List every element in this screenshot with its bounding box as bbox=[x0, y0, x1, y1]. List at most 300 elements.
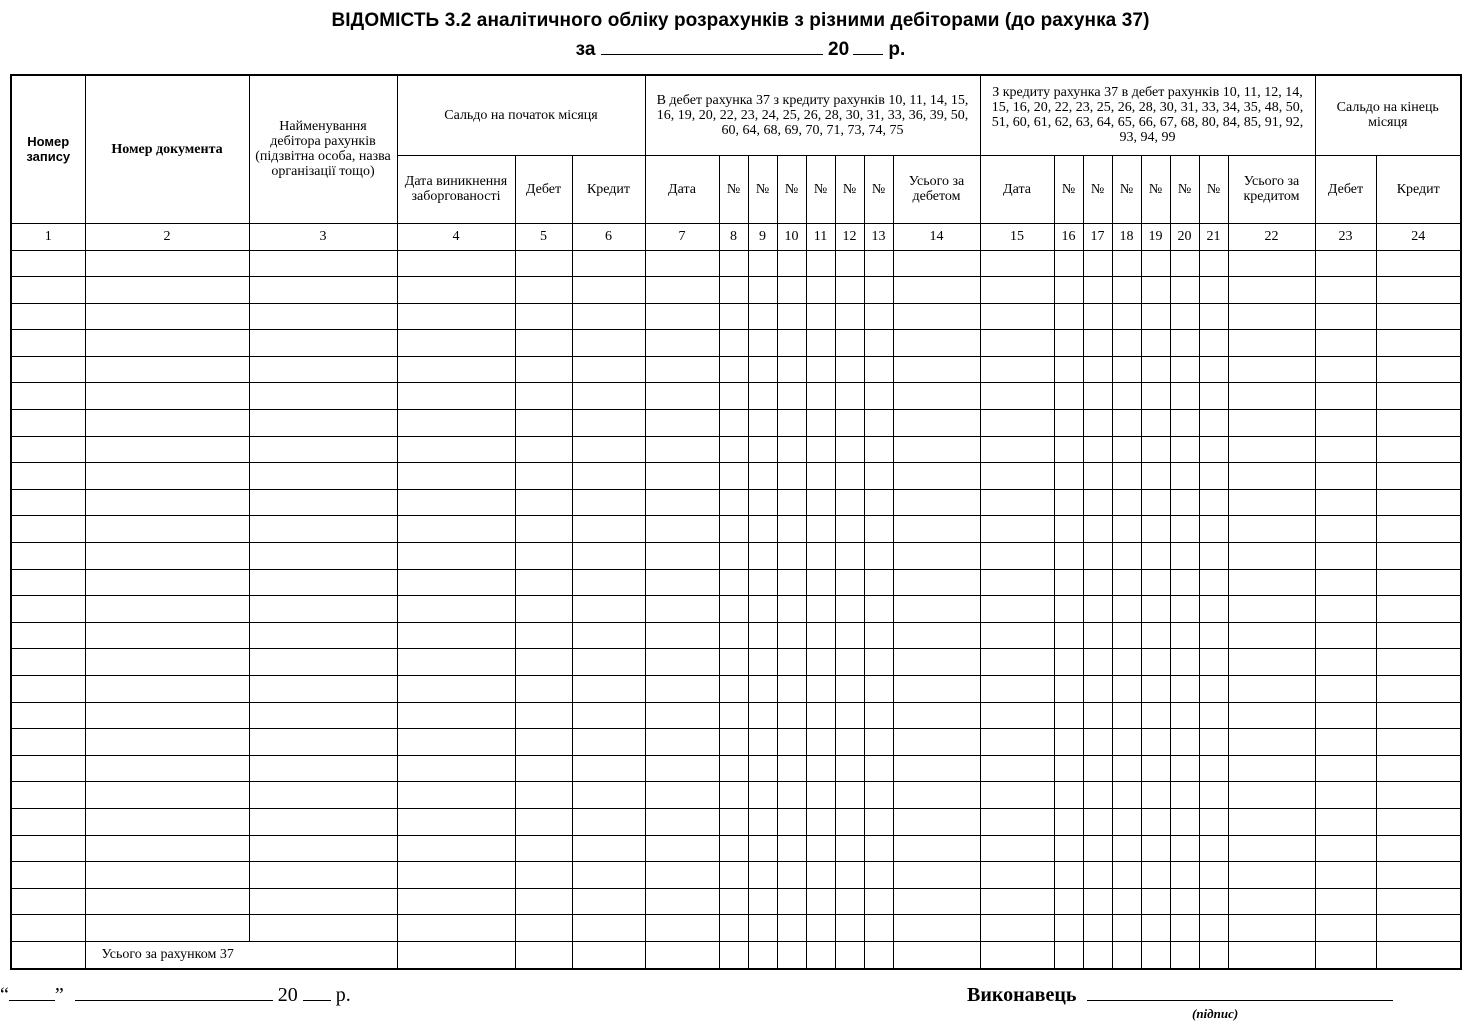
table-cell[interactable] bbox=[1141, 835, 1170, 862]
table-cell[interactable] bbox=[806, 410, 835, 437]
table-cell[interactable] bbox=[249, 808, 397, 835]
table-cell[interactable] bbox=[864, 596, 893, 623]
table-cell[interactable] bbox=[980, 782, 1054, 809]
table-cell[interactable] bbox=[1315, 941, 1376, 969]
table-cell[interactable] bbox=[249, 543, 397, 570]
table-cell[interactable] bbox=[864, 250, 893, 277]
table-cell[interactable] bbox=[85, 383, 249, 410]
table-cell[interactable] bbox=[980, 543, 1054, 570]
table-cell[interactable] bbox=[1170, 330, 1199, 357]
table-cell[interactable] bbox=[572, 702, 645, 729]
table-cell[interactable] bbox=[1199, 303, 1228, 330]
signature-blank[interactable] bbox=[1087, 982, 1393, 1001]
table-cell[interactable] bbox=[1083, 862, 1112, 889]
table-cell[interactable] bbox=[572, 569, 645, 596]
table-cell[interactable] bbox=[893, 516, 980, 543]
table-cell[interactable] bbox=[864, 436, 893, 463]
table-cell[interactable] bbox=[1141, 303, 1170, 330]
table-cell[interactable] bbox=[515, 835, 572, 862]
table-cell[interactable] bbox=[1228, 676, 1315, 703]
table-cell[interactable] bbox=[1083, 888, 1112, 915]
table-cell[interactable] bbox=[835, 463, 864, 490]
table-cell[interactable] bbox=[645, 941, 719, 969]
table-cell[interactable] bbox=[719, 915, 748, 942]
table-cell[interactable] bbox=[515, 463, 572, 490]
table-cell[interactable] bbox=[11, 569, 85, 596]
table-cell[interactable] bbox=[980, 303, 1054, 330]
table-cell[interactable] bbox=[1141, 622, 1170, 649]
table-cell[interactable] bbox=[249, 862, 397, 889]
table-cell[interactable] bbox=[1170, 808, 1199, 835]
table-cell[interactable] bbox=[1141, 516, 1170, 543]
table-cell[interactable] bbox=[748, 702, 777, 729]
table-cell[interactable] bbox=[1170, 463, 1199, 490]
table-cell[interactable] bbox=[1054, 489, 1083, 516]
table-cell[interactable] bbox=[1199, 543, 1228, 570]
table-cell[interactable] bbox=[572, 782, 645, 809]
table-cell[interactable] bbox=[1376, 676, 1461, 703]
table-cell[interactable] bbox=[515, 755, 572, 782]
table-cell[interactable] bbox=[1376, 862, 1461, 889]
table-cell[interactable] bbox=[893, 888, 980, 915]
table-cell[interactable] bbox=[1141, 808, 1170, 835]
table-cell[interactable] bbox=[1315, 436, 1376, 463]
table-cell[interactable] bbox=[1083, 622, 1112, 649]
table-cell[interactable] bbox=[719, 808, 748, 835]
table-cell[interactable] bbox=[1315, 410, 1376, 437]
table-cell[interactable] bbox=[645, 250, 719, 277]
table-cell[interactable] bbox=[1199, 808, 1228, 835]
table-cell[interactable] bbox=[397, 941, 515, 969]
table-cell[interactable] bbox=[1199, 410, 1228, 437]
table-cell[interactable] bbox=[1315, 516, 1376, 543]
table-cell[interactable] bbox=[1112, 356, 1141, 383]
table-cell[interactable] bbox=[980, 410, 1054, 437]
table-cell[interactable] bbox=[1199, 277, 1228, 304]
table-cell[interactable] bbox=[893, 915, 980, 942]
table-cell[interactable] bbox=[1054, 941, 1083, 969]
table-cell[interactable] bbox=[11, 782, 85, 809]
table-cell[interactable] bbox=[748, 622, 777, 649]
table-cell[interactable] bbox=[515, 729, 572, 756]
table-cell[interactable] bbox=[572, 543, 645, 570]
table-cell[interactable] bbox=[806, 330, 835, 357]
table-cell[interactable] bbox=[1228, 303, 1315, 330]
table-cell[interactable] bbox=[11, 941, 85, 969]
table-cell[interactable] bbox=[748, 649, 777, 676]
table-cell[interactable] bbox=[806, 436, 835, 463]
table-cell[interactable] bbox=[719, 356, 748, 383]
table-cell[interactable] bbox=[645, 755, 719, 782]
table-cell[interactable] bbox=[1228, 622, 1315, 649]
table-cell[interactable] bbox=[249, 463, 397, 490]
table-cell[interactable] bbox=[835, 862, 864, 889]
table-cell[interactable] bbox=[893, 729, 980, 756]
table-cell[interactable] bbox=[777, 410, 806, 437]
table-cell[interactable] bbox=[1170, 702, 1199, 729]
table-cell[interactable] bbox=[1083, 941, 1112, 969]
table-cell[interactable] bbox=[1054, 410, 1083, 437]
table-cell[interactable] bbox=[397, 436, 515, 463]
table-cell[interactable] bbox=[719, 835, 748, 862]
table-cell[interactable] bbox=[777, 543, 806, 570]
table-cell[interactable] bbox=[1199, 489, 1228, 516]
table-cell[interactable] bbox=[515, 888, 572, 915]
table-cell[interactable] bbox=[1376, 596, 1461, 623]
table-cell[interactable] bbox=[397, 915, 515, 942]
table-cell[interactable] bbox=[572, 516, 645, 543]
table-cell[interactable] bbox=[1141, 569, 1170, 596]
table-cell[interactable] bbox=[1199, 569, 1228, 596]
table-cell[interactable] bbox=[249, 330, 397, 357]
table-cell[interactable] bbox=[515, 569, 572, 596]
table-cell[interactable] bbox=[1228, 596, 1315, 623]
table-cell[interactable] bbox=[645, 410, 719, 437]
table-cell[interactable] bbox=[864, 862, 893, 889]
table-cell[interactable] bbox=[806, 569, 835, 596]
table-cell[interactable] bbox=[85, 915, 249, 942]
table-cell[interactable] bbox=[1083, 516, 1112, 543]
table-cell[interactable] bbox=[397, 543, 515, 570]
table-cell[interactable] bbox=[1112, 888, 1141, 915]
table-cell[interactable] bbox=[748, 596, 777, 623]
table-cell[interactable] bbox=[645, 808, 719, 835]
table-cell[interactable] bbox=[893, 835, 980, 862]
table-cell[interactable] bbox=[777, 250, 806, 277]
table-cell[interactable] bbox=[719, 330, 748, 357]
table-cell[interactable] bbox=[1199, 676, 1228, 703]
table-cell[interactable] bbox=[572, 729, 645, 756]
table-cell[interactable] bbox=[397, 649, 515, 676]
table-cell[interactable] bbox=[85, 649, 249, 676]
table-cell[interactable] bbox=[85, 489, 249, 516]
table-cell[interactable] bbox=[1141, 862, 1170, 889]
table-cell[interactable] bbox=[1376, 436, 1461, 463]
table-cell[interactable] bbox=[1083, 250, 1112, 277]
table-cell[interactable] bbox=[806, 702, 835, 729]
table-cell[interactable] bbox=[11, 303, 85, 330]
table-cell[interactable] bbox=[835, 729, 864, 756]
table-cell[interactable] bbox=[719, 410, 748, 437]
table-cell[interactable] bbox=[748, 569, 777, 596]
table-cell[interactable] bbox=[1376, 303, 1461, 330]
table-cell[interactable] bbox=[1228, 250, 1315, 277]
table-cell[interactable] bbox=[572, 277, 645, 304]
table-cell[interactable] bbox=[397, 356, 515, 383]
table-cell[interactable] bbox=[777, 463, 806, 490]
table-cell[interactable] bbox=[1141, 596, 1170, 623]
table-cell[interactable] bbox=[397, 808, 515, 835]
table-cell[interactable] bbox=[748, 729, 777, 756]
table-cell[interactable] bbox=[893, 649, 980, 676]
table-cell[interactable] bbox=[1376, 250, 1461, 277]
table-cell[interactable] bbox=[249, 303, 397, 330]
table-cell[interactable] bbox=[980, 835, 1054, 862]
table-cell[interactable] bbox=[719, 862, 748, 889]
table-cell[interactable] bbox=[835, 888, 864, 915]
table-cell[interactable] bbox=[893, 596, 980, 623]
table-cell[interactable] bbox=[1170, 676, 1199, 703]
table-cell[interactable] bbox=[1376, 729, 1461, 756]
table-cell[interactable] bbox=[1083, 303, 1112, 330]
table-cell[interactable] bbox=[515, 915, 572, 942]
table-cell[interactable] bbox=[1083, 410, 1112, 437]
table-cell[interactable] bbox=[1228, 808, 1315, 835]
table-cell[interactable] bbox=[1112, 463, 1141, 490]
table-cell[interactable] bbox=[645, 489, 719, 516]
table-cell[interactable] bbox=[1170, 250, 1199, 277]
table-cell[interactable] bbox=[1376, 277, 1461, 304]
table-cell[interactable] bbox=[893, 277, 980, 304]
table-cell[interactable] bbox=[806, 676, 835, 703]
table-cell[interactable] bbox=[572, 835, 645, 862]
table-cell[interactable] bbox=[835, 596, 864, 623]
table-cell[interactable] bbox=[397, 622, 515, 649]
table-cell[interactable] bbox=[515, 277, 572, 304]
table-cell[interactable] bbox=[1141, 410, 1170, 437]
table-cell[interactable] bbox=[893, 356, 980, 383]
table-cell[interactable] bbox=[85, 277, 249, 304]
table-cell[interactable] bbox=[980, 888, 1054, 915]
table-cell[interactable] bbox=[719, 516, 748, 543]
table-cell[interactable] bbox=[1228, 277, 1315, 304]
table-cell[interactable] bbox=[719, 649, 748, 676]
table-cell[interactable] bbox=[748, 808, 777, 835]
table-cell[interactable] bbox=[980, 356, 1054, 383]
table-cell[interactable] bbox=[719, 250, 748, 277]
table-cell[interactable] bbox=[249, 596, 397, 623]
table-cell[interactable] bbox=[1199, 649, 1228, 676]
table-cell[interactable] bbox=[1199, 702, 1228, 729]
table-cell[interactable] bbox=[777, 596, 806, 623]
table-cell[interactable] bbox=[806, 543, 835, 570]
table-cell[interactable] bbox=[980, 941, 1054, 969]
table-cell[interactable] bbox=[1315, 543, 1376, 570]
table-cell[interactable] bbox=[777, 356, 806, 383]
table-cell[interactable] bbox=[1112, 330, 1141, 357]
table-cell[interactable] bbox=[777, 569, 806, 596]
table-cell[interactable] bbox=[748, 835, 777, 862]
table-cell[interactable] bbox=[835, 649, 864, 676]
table-cell[interactable] bbox=[893, 489, 980, 516]
table-cell[interactable] bbox=[719, 622, 748, 649]
table-cell[interactable] bbox=[835, 489, 864, 516]
table-cell[interactable] bbox=[1199, 782, 1228, 809]
table-cell[interactable] bbox=[864, 383, 893, 410]
table-cell[interactable] bbox=[719, 463, 748, 490]
table-cell[interactable] bbox=[11, 436, 85, 463]
table-cell[interactable] bbox=[777, 277, 806, 304]
table-cell[interactable] bbox=[1083, 702, 1112, 729]
table-cell[interactable] bbox=[572, 888, 645, 915]
table-cell[interactable] bbox=[1315, 277, 1376, 304]
table-cell[interactable] bbox=[835, 915, 864, 942]
table-cell[interactable] bbox=[893, 755, 980, 782]
table-cell[interactable] bbox=[1112, 649, 1141, 676]
table-cell[interactable] bbox=[748, 941, 777, 969]
table-cell[interactable] bbox=[1141, 676, 1170, 703]
table-cell[interactable] bbox=[1054, 543, 1083, 570]
table-cell[interactable] bbox=[645, 383, 719, 410]
table-cell[interactable] bbox=[835, 356, 864, 383]
table-cell[interactable] bbox=[1083, 330, 1112, 357]
table-cell[interactable] bbox=[719, 303, 748, 330]
table-cell[interactable] bbox=[249, 835, 397, 862]
table-cell[interactable] bbox=[864, 463, 893, 490]
table-cell[interactable] bbox=[397, 862, 515, 889]
table-cell[interactable] bbox=[719, 569, 748, 596]
table-cell[interactable] bbox=[645, 915, 719, 942]
table-cell[interactable] bbox=[777, 436, 806, 463]
table-cell[interactable] bbox=[572, 755, 645, 782]
table-cell[interactable] bbox=[85, 862, 249, 889]
table-cell[interactable] bbox=[1083, 782, 1112, 809]
table-cell[interactable] bbox=[748, 410, 777, 437]
table-cell[interactable] bbox=[1228, 569, 1315, 596]
table-cell[interactable] bbox=[397, 463, 515, 490]
table-cell[interactable] bbox=[1170, 489, 1199, 516]
table-cell[interactable] bbox=[1228, 383, 1315, 410]
table-cell[interactable] bbox=[1054, 808, 1083, 835]
table-cell[interactable] bbox=[11, 277, 85, 304]
table-cell[interactable] bbox=[980, 383, 1054, 410]
table-cell[interactable] bbox=[1228, 543, 1315, 570]
table-cell[interactable] bbox=[11, 489, 85, 516]
table-cell[interactable] bbox=[806, 250, 835, 277]
period-year-blank[interactable] bbox=[853, 36, 883, 55]
table-cell[interactable] bbox=[980, 489, 1054, 516]
table-cell[interactable] bbox=[249, 782, 397, 809]
table-cell[interactable] bbox=[11, 862, 85, 889]
table-cell[interactable] bbox=[515, 702, 572, 729]
table-cell[interactable] bbox=[1315, 596, 1376, 623]
table-cell[interactable] bbox=[515, 676, 572, 703]
table-cell[interactable] bbox=[806, 356, 835, 383]
table-cell[interactable] bbox=[249, 383, 397, 410]
table-cell[interactable] bbox=[249, 569, 397, 596]
table-cell[interactable] bbox=[777, 489, 806, 516]
table-cell[interactable] bbox=[645, 649, 719, 676]
table-cell[interactable] bbox=[645, 888, 719, 915]
table-cell[interactable] bbox=[777, 755, 806, 782]
table-cell[interactable] bbox=[1170, 941, 1199, 969]
table-cell[interactable] bbox=[1054, 888, 1083, 915]
table-cell[interactable] bbox=[835, 808, 864, 835]
table-cell[interactable] bbox=[806, 862, 835, 889]
table-cell[interactable] bbox=[806, 463, 835, 490]
table-cell[interactable] bbox=[1376, 489, 1461, 516]
table-cell[interactable] bbox=[11, 915, 85, 942]
table-cell[interactable] bbox=[85, 543, 249, 570]
table-cell[interactable] bbox=[1228, 516, 1315, 543]
table-cell[interactable] bbox=[1315, 915, 1376, 942]
table-cell[interactable] bbox=[1054, 676, 1083, 703]
table-cell[interactable] bbox=[572, 489, 645, 516]
table-cell[interactable] bbox=[1112, 569, 1141, 596]
table-cell[interactable] bbox=[1315, 330, 1376, 357]
table-cell[interactable] bbox=[572, 330, 645, 357]
table-cell[interactable] bbox=[835, 410, 864, 437]
table-cell[interactable] bbox=[893, 250, 980, 277]
table-cell[interactable] bbox=[11, 516, 85, 543]
table-cell[interactable] bbox=[1315, 702, 1376, 729]
table-cell[interactable] bbox=[1141, 463, 1170, 490]
table-cell[interactable] bbox=[1228, 649, 1315, 676]
table-cell[interactable] bbox=[249, 489, 397, 516]
table-cell[interactable] bbox=[397, 569, 515, 596]
table-cell[interactable] bbox=[806, 489, 835, 516]
table-cell[interactable] bbox=[1141, 729, 1170, 756]
table-cell[interactable] bbox=[893, 941, 980, 969]
table-cell[interactable] bbox=[1376, 516, 1461, 543]
table-cell[interactable] bbox=[864, 330, 893, 357]
table-cell[interactable] bbox=[893, 463, 980, 490]
table-cell[interactable] bbox=[835, 330, 864, 357]
table-cell[interactable] bbox=[572, 941, 645, 969]
table-cell[interactable] bbox=[85, 808, 249, 835]
table-cell[interactable] bbox=[893, 330, 980, 357]
table-cell[interactable] bbox=[806, 516, 835, 543]
table-cell[interactable] bbox=[249, 277, 397, 304]
table-cell[interactable] bbox=[1141, 356, 1170, 383]
table-cell[interactable] bbox=[1315, 676, 1376, 703]
table-cell[interactable] bbox=[515, 410, 572, 437]
table-cell[interactable] bbox=[1170, 383, 1199, 410]
table-cell[interactable] bbox=[85, 330, 249, 357]
table-cell[interactable] bbox=[397, 303, 515, 330]
table-cell[interactable] bbox=[864, 356, 893, 383]
table-cell[interactable] bbox=[1054, 649, 1083, 676]
table-cell[interactable] bbox=[1112, 676, 1141, 703]
table-cell[interactable] bbox=[806, 835, 835, 862]
table-cell[interactable] bbox=[1376, 782, 1461, 809]
table-cell[interactable] bbox=[249, 356, 397, 383]
table-cell[interactable] bbox=[1315, 569, 1376, 596]
table-cell[interactable] bbox=[980, 463, 1054, 490]
table-cell[interactable] bbox=[515, 356, 572, 383]
table-cell[interactable] bbox=[1170, 755, 1199, 782]
table-cell[interactable] bbox=[1228, 436, 1315, 463]
table-cell[interactable] bbox=[1112, 489, 1141, 516]
table-cell[interactable] bbox=[1228, 941, 1315, 969]
table-cell[interactable] bbox=[1141, 543, 1170, 570]
table-cell[interactable] bbox=[572, 383, 645, 410]
table-cell[interactable] bbox=[1170, 862, 1199, 889]
table-cell[interactable] bbox=[1228, 330, 1315, 357]
table-cell[interactable] bbox=[1376, 410, 1461, 437]
table-cell[interactable] bbox=[864, 888, 893, 915]
table-cell[interactable] bbox=[835, 782, 864, 809]
table-cell[interactable] bbox=[1112, 622, 1141, 649]
table-cell[interactable] bbox=[1112, 383, 1141, 410]
table-cell[interactable] bbox=[11, 250, 85, 277]
table-cell[interactable] bbox=[1199, 356, 1228, 383]
table-cell[interactable] bbox=[1083, 277, 1112, 304]
table-cell[interactable] bbox=[515, 596, 572, 623]
table-cell[interactable] bbox=[1054, 250, 1083, 277]
table-cell[interactable] bbox=[864, 941, 893, 969]
table-cell[interactable] bbox=[85, 303, 249, 330]
table-cell[interactable] bbox=[980, 649, 1054, 676]
table-cell[interactable] bbox=[1199, 436, 1228, 463]
table-cell[interactable] bbox=[11, 835, 85, 862]
table-cell[interactable] bbox=[835, 436, 864, 463]
table-cell[interactable] bbox=[1054, 330, 1083, 357]
table-cell[interactable] bbox=[85, 888, 249, 915]
table-cell[interactable] bbox=[645, 303, 719, 330]
table-cell[interactable] bbox=[1141, 782, 1170, 809]
table-cell[interactable] bbox=[835, 383, 864, 410]
